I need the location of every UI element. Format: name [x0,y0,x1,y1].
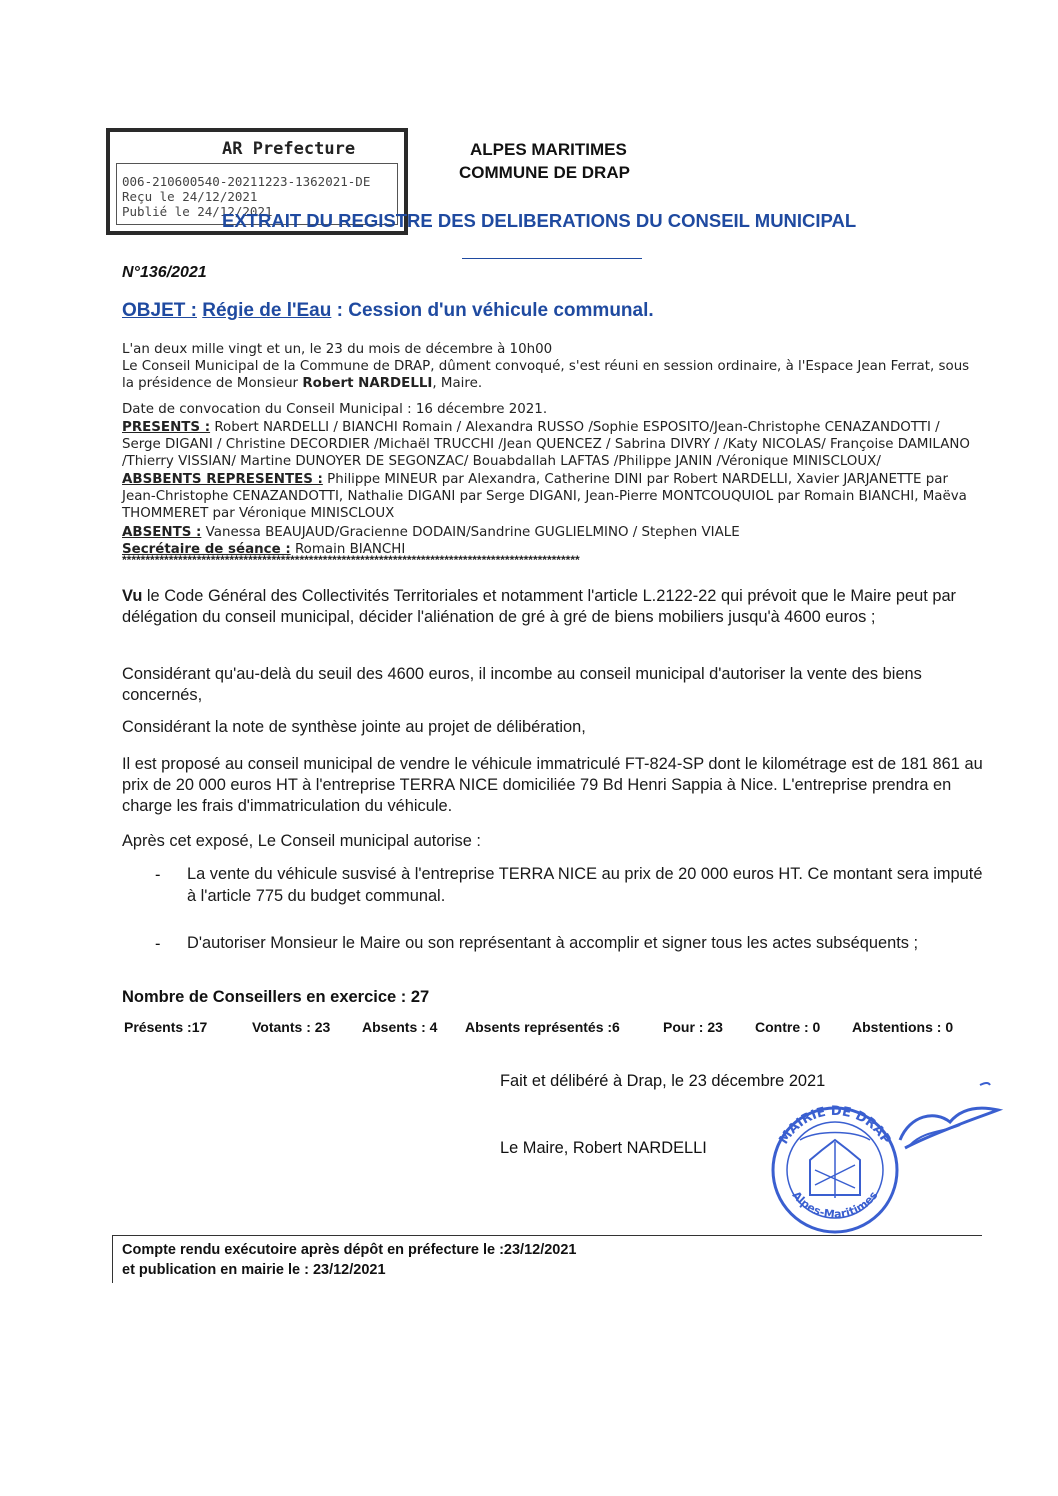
vote-absents: Absents : 4 [362,1019,438,1035]
vote-represented: Absents représentés :6 [465,1019,620,1035]
represented-block [122,471,982,523]
convocation-date: Date de convocation du Conseil Municipal : 16 décembre 2021. [122,402,548,417]
considerant-1: Considérant qu'au-delà du seuil des 4600 euros, il incombe au conseil municipal d'autoriser la vente des biens concernés, [122,665,922,704]
objet-regie: Régie de l'Eau [202,300,332,321]
seal-top-text: MAIRIE DE DRAP [776,1103,894,1148]
expose-line: Après cet exposé, Le Conseil municipal autorise : [122,832,481,850]
represented-list: Philippe MINEUR par Alexandra, Catherine DINI par Robert NARDELLI, Xavier JARJANETTE par Jean-Christophe CENAZANDOTTI, Nathalie DIGANI par Serge DIGANI, Jean-Pierre MONTCOUQUIOL par Romain BIANCHI, Maëva THOMMERET par Véronique MINISCLOUX [122,472,967,522]
mairie-seal [773,1104,897,1232]
footer-publication: et publication en mairie le : 23/12/2021 [122,1262,386,1278]
stamp-title: AR Prefecture [222,139,356,159]
vote-contre: Contre : 0 [755,1019,821,1035]
objet-label: OBJET : [122,300,197,321]
separator-stars: ************************************************************************************************** [122,553,580,567]
bullet-dash-1: - [155,866,161,884]
councillors-count: Nombre de Conseillers en exercice : 27 [122,988,430,1006]
vu-paragraph: Vu le Code Général des Collectivités Territoriales et notamment l'article L.2122-22 qui prévoit que le Maire peut par délégation du conseil municipal, décider l'aliénation de gré à gré de biens mobiliers jusqu'à 4600 euros ; [122,587,957,626]
seal-bottom-text: Alpes-Maritimes [789,1188,881,1221]
session-date: L'an deux mille vingt et un, le 23 du mois de décembre à 10h00 [122,342,553,357]
vote-votants: Votants : 23 [252,1019,331,1035]
footer-executoire: Compte rendu exécutoire après dépôt en préfecture le :23/12/2021 [122,1242,577,1258]
absents-list: Vanessa BEAUJAUD/Gracienne DODAIN/Sandrine GUGLIELMINO / Stephen VIALE [205,525,740,540]
secretary-name: Romain BIANCHI [294,542,406,557]
commune-name: COMMUNE DE DRAP [459,163,630,182]
bullet-dash-2: - [155,935,161,953]
absents-block [122,524,982,541]
stamp-reference: 006-210600540-20211223-1362021-DE [122,174,371,189]
maire-name: Le Maire, Robert NARDELLI [500,1139,707,1157]
presents-label: PRESENTS : [122,420,211,435]
president-name: Robert NARDELLI [302,376,433,392]
stamp-published: Publié le 24/12/2021 [122,204,273,219]
mayor-seal-and-signature [760,1070,1010,1240]
bullet-item-1: La vente du véhicule susvisé à l'entreprise TERRA NICE au prix de 20 000 euros HT. Ce montant sera imputé à l'article 775 du budget communal. [187,865,983,905]
secretary-label: Secrétaire de séance : [122,542,291,557]
session-convened: Le Conseil Municipal de la Commune de DRAP, dûment convoqué, s'est réuni en session ordinaire, à l'Espace Jean Ferrat, sous la présidence de Monsieur Robert NARDELLI, Maire. [122,359,970,392]
stamp-received: Reçu le 24/12/2021 [122,189,258,204]
header-rule [462,258,642,259]
bullet-item-2: D'autoriser Monsieur le Maire ou son représentant à accomplir et signer tous les actes subséquents ; [187,934,919,952]
considerant-2: Considérant la note de synthèse jointe au projet de délibération, [122,718,586,736]
presents-list: Robert NARDELLI / BIANCHI Romain / Alexandra RUSSO /Sophie ESPOSITO/Jean-Christophe CENAZANDOTTI / Serge DIGANI / Christine DECORDIER /Michaël TRUCCHI /Jean QUENCEZ / Sabrina DIVRY / /Katy NICOLAS/ Françoise DAMILANO /Thierry VISSIAN/ Martine DUNOYER DE SEGONZAC/ Bouabdallah LAFTAS /Philippe JANIN /Véronique MINISCLOUX/ [122,420,970,470]
represented-label: ABSBENTS REPRESENTES : [122,472,323,487]
absents-label: ABSENTS : [122,525,202,540]
objet-subject: : Cession d'un véhicule communal. [336,300,654,321]
vote-pour: Pour : 23 [663,1019,723,1035]
register-title: EXTRAIT DU REGISTRE DES DELIBERATIONS DU CONSEIL MUNICIPAL [222,210,857,231]
fait-a-drap: Fait et délibéré à Drap, le 23 décembre 2021 [500,1072,826,1090]
department-name: ALPES MARITIMES [470,140,627,159]
proposition-paragraph: Il est proposé au conseil municipal de vendre le véhicule immatriculé FT-824-SP dont le kilométrage est de 181 861 au prix de 20 000 euros HT à l'entreprise TERRA NICE domiciliée 79 Bd Henri Sappia à Nice. L'entreprise prendra en charge les frais d'immatriculation du véhicule. [122,755,983,815]
objet-line [122,300,654,322]
deliberation-number: N°136/2021 [122,264,207,281]
vote-presents: Présents :17 [124,1019,208,1035]
vote-abstentions: Abstentions : 0 [852,1019,954,1035]
presents-block [122,419,982,471]
